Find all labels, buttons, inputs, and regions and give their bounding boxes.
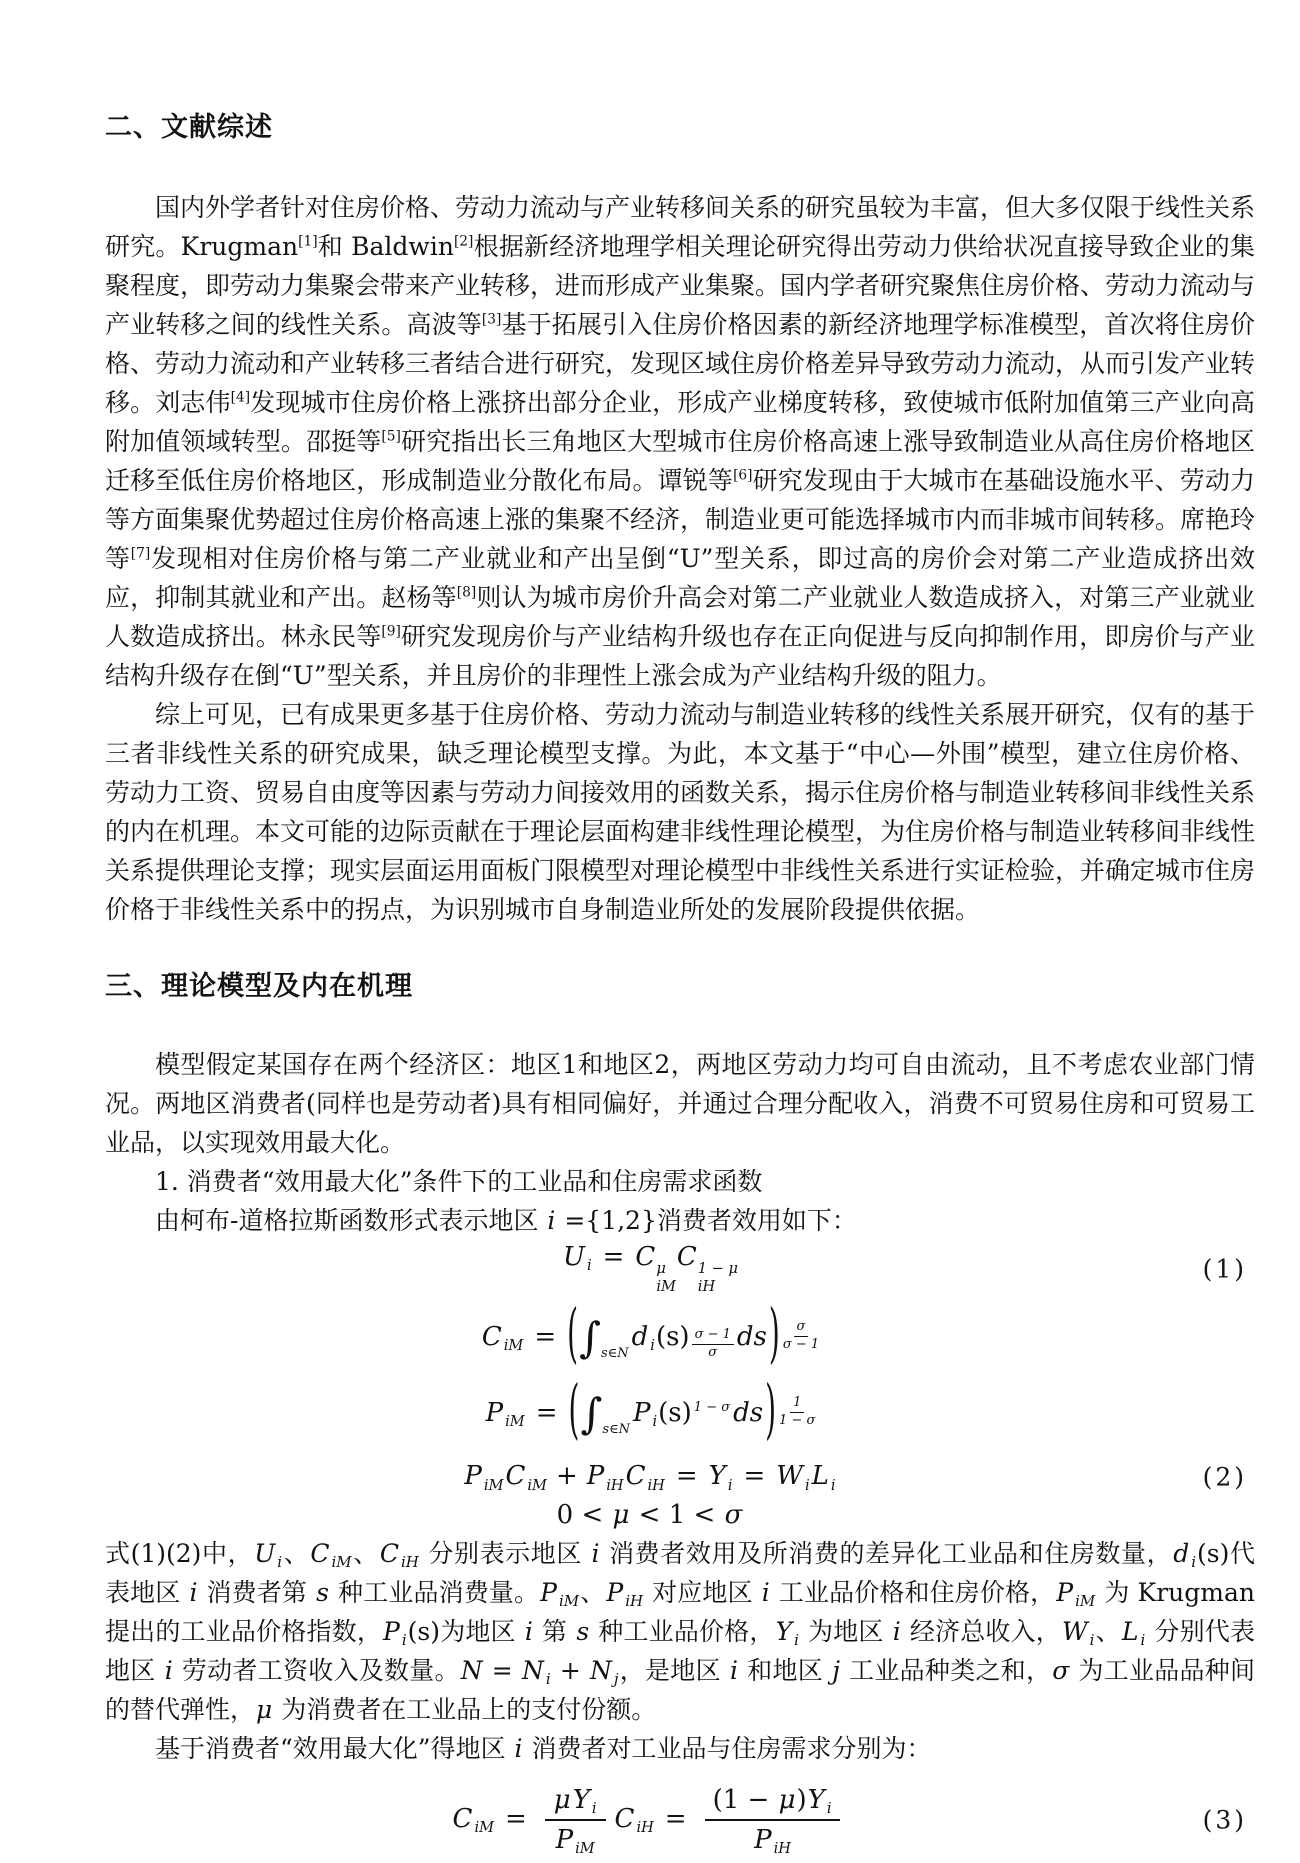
literature-paragraph-1: 国内外学者针对住房价格、劳动力流动与产业转移间关系的研究虽较为丰富，但大多仅限于线性关系研究。Krugman[1]和 Baldwin[2]根据新经济地理学相关理论研究得出劳动力供给状况直接导致企业的集聚程度，即劳动力集聚会带来产业转移，进而形成产业集聚。国内学者研究聚焦住房价格、劳动力流动与产业转移之间的线性关系。高波等[3]基于拓展引入住房价格因素的新经济地理学标准模型，首次将住房价格、劳动力流动和产业转移三者结合进行研究，发现区域住房价格差异导致劳动力流动，从而引发产业转移。刘志伟[4]发现城市住房价格上涨挤出部分企业，形成产业梯度转移，致使城市低附加值第三产业向高附加值领域转型。邵挺等[5]研究指出长三角地区大型城市住房价格高速上涨导致制造业从高住房价格地区迁移至低住房价格地区，形成制造业分散化布局。谭锐等[6]研究发现由于大城市在基础设施水平、劳动力等方面集聚优势超过住房价格高速上涨的集聚不经济，制造业更可能选择城市内而非城市间转移。席艳玲等[7]发现相对住房价格与第二产业就业和产出呈倒“U”型关系，即过高的房价会对第二产业造成挤出效应，抑制其就业和产出。赵杨等[8]则认为城市房价升高会对第二产业就业人数造成挤入，对第三产业就业人数造成挤出。林永民等[9]研究发现房价与产业结构升级也存在正向促进与反向抑制作用，即房价与产业结构升级存在倒“U”型关系，并且房价的非理性上涨会成为产业结构升级的阻力。: [105, 193, 1256, 690]
equation-2-formula: P $_{iM}$C $_{iM}$ + P $_{iH}$C $_{iH}$ = Y $_i$ = W $_i$L $_i$: [464, 1461, 836, 1494]
equation-2: [105, 1456, 1255, 1498]
parameter-constraint: [105, 1498, 1255, 1534]
section-heading-theoretical-model: 三、理论模型及内在机理: [105, 971, 413, 1002]
model-assumption-paragraph: 模型假定某国存在两个经济区：地区1和地区2，两地区劳动力均可自由流动，且不考虑农业部门情况。两地区消费者(同样也是劳动者)具有相同偏好，并通过合理分配收入，消费不可贸易住房和可贸易工业品，以实现效用最大化。: [105, 1050, 1255, 1157]
equation-number-3: (3): [1202, 1805, 1247, 1835]
equation-3: [105, 1772, 1255, 1863]
equation-cim-formula: C $_{iM} = (\int_{s\in N}d$ $_i$(s) $\frac{\sigma - 1}{\sigma}$ ds) $\frac{\sigma}{\sigma - 1}$: [481, 1294, 820, 1371]
equation-3-formula: C $_{iM}$ = $\frac{\mu Y _i}{P _{iM}}$ C $_{iH}$ = $\frac{(1 - \mu)Y _i}{P _{iH}}$: [452, 1784, 849, 1857]
equation-1-formula: U $_i$ = C μ iM C 1 − μ iH: [563, 1241, 738, 1295]
equation-number-2: (2): [1202, 1462, 1247, 1492]
literature-paragraph-2: 综上可见，已有成果更多基于住房价格、劳动力流动与制造业转移的线性关系展开研究，仅有的基于三者非线性关系的研究成果，缺乏理论模型支撑。为此，本文基于“中心—外围”模型，建立住房价格、劳动力工资、贸易自由度等因素与劳动力间接效用的函数关系，揭示住房价格与制造业转移间非线性关系的内在机理。本文可能的边际贡献在于理论层面构建非线性理论模型，为住房价格与制造业转移间非线性关系提供理论支撑；现实层面运用面板门限模型对理论模型中非线性关系进行实证检验，并确定城市住房价格于非线性关系中的拐点，为识别城市自身制造业所处的发展阶段提供依据。: [105, 700, 1256, 924]
cobb-douglas-intro: 由柯布-道格拉斯函数形式表示地区 i ={1,2}消费者效用如下：: [155, 1206, 857, 1235]
demand-intro-paragraph: 基于消费者“效用最大化”得地区 i 消费者对工业品与住房需求分别为：: [155, 1734, 932, 1763]
equation-pim-definition: [105, 1370, 1255, 1452]
equation-pim-formula: P $_{iM} = (\int_{s\in N}P$ $_i$(s) $^{1 - \sigma}$ ds) $\frac{1}{1 - \sigma}$: [485, 1370, 816, 1447]
equation-explanation-paragraph: 式(1)(2)中，U $_i$、C $_{iM}$、C $_{iH}$ 分别表示地区 i 消费者效用及所消费的差异化工业品和住房数量，d $_i$(s)代表地区 i 消费者第 s 种工业品消费量。P $_{iM}$、P $_{iH}$ 对应地区 i 工业品价格和住房价格，P $_{iM}$ 为 Krugman 提出的工业品价格指数，P $_i$(s)为地区 i 第 s 种工业品价格，Y $_i$ 为地区 i 经济总收入，W $_i$、L $_i$ 分别代表地区 i 劳动者工资收入及数量。N = N $_i$ + N $_j$，是地区 i 和地区 j 工业品种类之和，σ 为工业品品种间的替代弹性，μ 为消费者在工业品上的支付份额。: [105, 1539, 1256, 1724]
subsection-1-heading: 1. 消费者“效用最大化”条件下的工业品和住房需求函数: [155, 1167, 763, 1196]
equation-cim-definition: [105, 1294, 1255, 1378]
equation-number-1: (1): [1202, 1254, 1247, 1284]
equation-1: [105, 1241, 1255, 1295]
section-heading-literature-review: 二、文献综述: [105, 112, 273, 143]
parameter-constraint-formula: 0 < μ < 1 < σ: [556, 1500, 743, 1531]
